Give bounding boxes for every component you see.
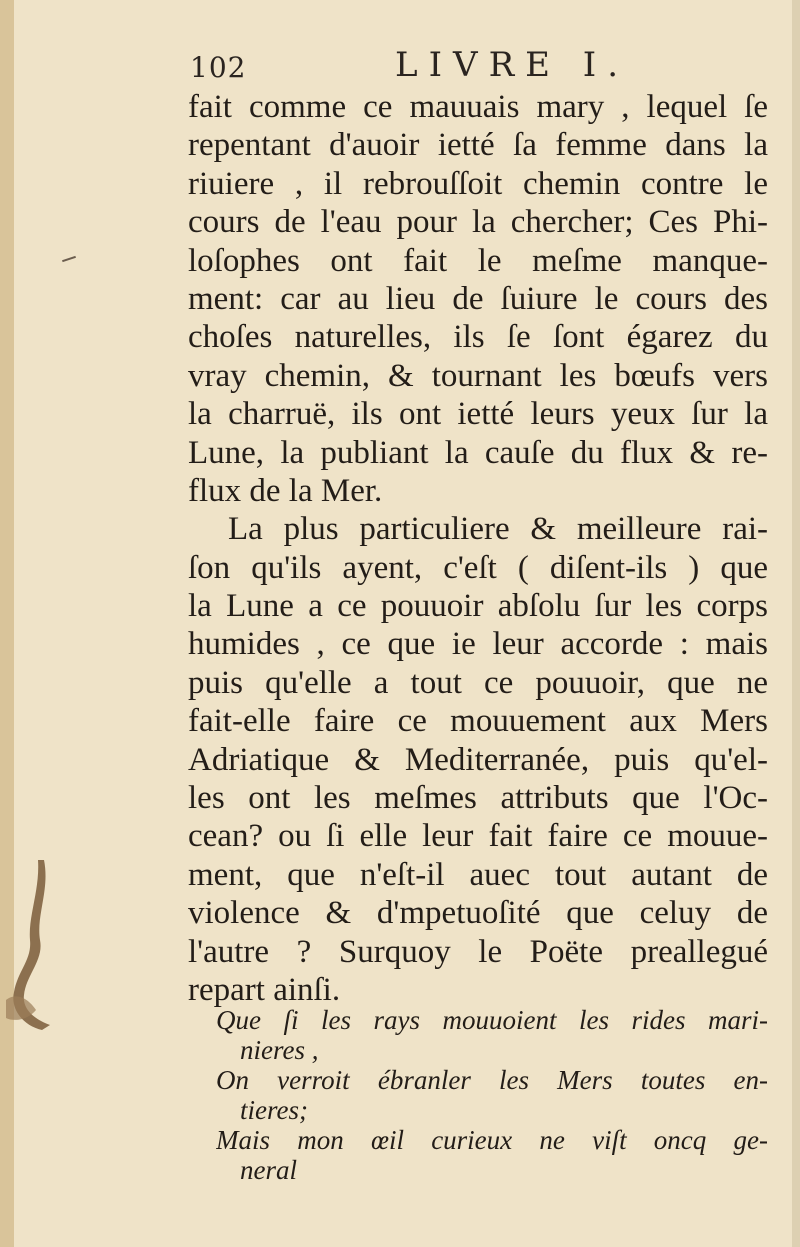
text-line: ſon qu'ils ayent, c'eſt ( diſent-ils ) que <box>188 549 768 586</box>
text-line: humides , ce que ie leur accorde : mais <box>188 626 768 663</box>
paper-tear-mark <box>6 860 60 1030</box>
text-line: les ont les meſmes attributs que l'Oc- <box>188 780 768 817</box>
text-line: loſophes ont fait le meſme manque- <box>188 242 768 279</box>
verse-line: tieres; <box>240 1095 308 1125</box>
verse-line: On verroit ébranler les Mers toutes en- <box>216 1065 768 1095</box>
text-line: choſes naturelles, ils ſe ſont égarez du <box>188 319 768 356</box>
text-line: cours de l'eau pour la chercher; Ces Phi- <box>188 204 768 241</box>
text-line: ment, que n'eſt-il auec tout autant de <box>188 856 768 893</box>
text-line: Adriatique & Mediterranée, puis qu'el- <box>188 741 768 778</box>
text-line: cean? ou ſi elle leur fait faire ce mouue- <box>188 818 768 855</box>
running-header <box>190 45 770 85</box>
text-line: Lune, la publiant la cauſe du flux & re- <box>188 434 768 471</box>
text-line: vray chemin, & tournant les bœufs vers <box>188 357 768 394</box>
text-line: puis qu'elle a tout ce pouuoir, que ne <box>188 664 768 701</box>
text-line: la Lune a ce pouuoir abſolu ſur les corps <box>188 588 768 625</box>
verse-line: nieres , <box>240 1035 319 1065</box>
text-line: la charruë, ils ont ietté leurs yeux ſur la <box>188 396 768 433</box>
margin-mark <box>62 256 76 262</box>
verse-line: neral <box>240 1155 297 1185</box>
text-line: repentant d'auoir ietté ſa femme dans la <box>188 127 768 164</box>
text-line: l'autre ? Surquoy le Poëte preallegué <box>188 933 768 970</box>
text-line: fait-elle faire ce mouuement aux Mers <box>188 703 768 740</box>
body-text <box>188 88 768 1009</box>
text-line: ment: car au lieu de ſuiure le cours des <box>188 280 768 317</box>
page-number: 102 <box>190 51 247 84</box>
text-line: fait comme ce mauuais mary , lequel ſe <box>188 89 768 125</box>
page-edge <box>792 0 800 1247</box>
verse-line: Que ſi les rays mouuoient les rides mari- <box>216 1005 768 1035</box>
text-line: La plus particuliere & meilleure rai- <box>228 511 768 548</box>
text-line: violence & d'mpetuoſité que celuy de <box>188 895 768 932</box>
text-line: riuiere , il rebrouſſoit chemin contre le <box>188 165 768 202</box>
text-line: repart ainſi. <box>188 971 341 1008</box>
running-title: LIVRE I. <box>395 45 630 85</box>
verse-line: Mais mon œil curieux ne viſt oncq ge- <box>216 1125 768 1155</box>
binding-gutter <box>0 0 14 1247</box>
text-line: flux de la Mer. <box>188 472 383 509</box>
verse-quotation <box>216 1005 768 1185</box>
